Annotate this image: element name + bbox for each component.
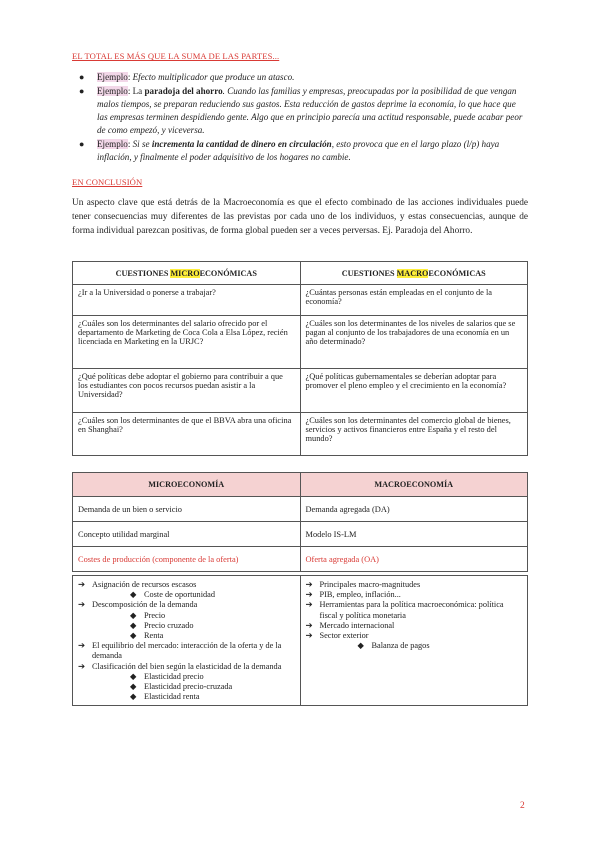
list-item-text: El equilibrio del mercado: interacción de la oferta y de la demanda xyxy=(92,641,282,661)
diamond-bullet-icon: ◆ xyxy=(130,610,137,620)
example-text: . Cuando las familias y empresas, preocupadas por la posibilidad de que vengan malos tiempos, se preparan reduciendo sus gastos. Esta reducción de gastos deprime la economía, lo que hace que las empresas terminen despidiendo gente. Algo que en principio parecía una actitud responsable, puede acabar peor de como empezó, y viceversa. xyxy=(97,86,523,135)
section-heading-total: EL TOTAL ES MÁS QUE LA SUMA DE LAS PARTES... xyxy=(72,51,280,61)
list-item-text: Balanza de pagos xyxy=(371,641,430,651)
table-header-microeconomia: MICROECONOMÍA xyxy=(73,473,301,497)
table-row xyxy=(73,285,528,316)
table-cell: Demanda agregada (DA) xyxy=(300,497,528,522)
list-item xyxy=(306,631,523,641)
example-tag: Ejemplo xyxy=(97,72,128,82)
list-item: ● Ejemplo: Efecto multiplicador que produce un atasco. xyxy=(79,72,295,82)
list-item xyxy=(78,631,295,641)
list-item xyxy=(306,580,523,590)
list-item-text: Elasticidad renta xyxy=(144,692,200,702)
example-bold: paradoja del ahorro xyxy=(144,86,223,96)
table-row xyxy=(73,497,528,522)
list-item-text: Elasticidad precio xyxy=(144,671,204,681)
example-text: , esto provoca que en el largo plazo (l/p) haya inflación, y finalmente el poder adquisitivo de los hogares no cambie. xyxy=(97,139,500,162)
arrow-icon: ➔ xyxy=(305,620,313,630)
table-cell: ¿Qué políticas gubernamentales se deberían adoptar para promover el pleno empleo y el crecimiento en la economía? xyxy=(300,369,528,413)
arrow-icon: ➔ xyxy=(305,580,313,589)
list-item xyxy=(78,590,295,600)
table-header-micro: CUESTIONES MICROECONÓMICAS xyxy=(73,262,301,285)
macro-topics-list xyxy=(306,580,523,651)
list-item: ● Ejemplo: Si se incrementa la cantidad de dinero en circulación, esto provoca que en el largo plazo (l/p) haya inflación, y finalmente el poder adquisitivo de los hogares no cambie. xyxy=(79,139,500,162)
bullet-icon: ● xyxy=(79,72,85,82)
table-cell: Oferta agregada (OA) xyxy=(300,547,528,572)
list-item-text: Mercado internacional xyxy=(319,620,395,630)
list-item-text: Descomposición de la demanda xyxy=(92,600,198,610)
arrow-icon: ➔ xyxy=(78,600,85,610)
table-cell: ¿Cuáles son los determinantes de los niveles de salarios que se pagan al conjunto de los trabajadores de una economía en un año determinado? xyxy=(300,316,528,369)
example-bold: incrementa la cantidad de dinero en circulación xyxy=(151,139,332,149)
list-item-text: Sector exterior xyxy=(319,631,369,641)
diamond-bullet-icon: ◆ xyxy=(130,671,137,681)
arrow-icon: ➔ xyxy=(78,580,85,589)
table-cell: ¿Qué políticas debe adoptar el gobierno para contribuir a que los estudiantes con pocos recursos puedan asistir a la Universidad? xyxy=(73,369,301,413)
list-item xyxy=(78,662,295,672)
list-item xyxy=(78,672,295,682)
example-text: Efecto multiplicador que produce un atasco. xyxy=(132,72,295,82)
examples-list xyxy=(79,71,526,165)
table-row xyxy=(73,522,528,547)
list-item-text: Renta xyxy=(144,631,164,641)
table-row xyxy=(73,316,528,369)
table-header-macro: CUESTIONES MACROECONÓMICAS xyxy=(300,262,528,285)
list-item xyxy=(78,580,295,590)
page-number: 2 xyxy=(520,801,525,811)
arrow-icon: ➔ xyxy=(305,600,313,610)
table-header-macroeconomia: MACROECONOMÍA xyxy=(300,473,528,497)
table-cell: ¿Cuáles son los determinantes del salario ofrecido por el departamento de Marketing de Coca Cola a Elsa López, recién licenciada en Marketing en la URJC? xyxy=(73,316,301,369)
example-tag: Ejemplo xyxy=(97,139,128,149)
questions-table xyxy=(72,261,528,456)
list-item-text: PIB, empleo, inflación... xyxy=(319,590,401,600)
conclusion-paragraph: Un aspecto clave que está detrás de la Macroeconomía es que el efecto combinado de las acciones individuales puede tener consecuencias muy diferentes de las previstas por cada uno de los individuos, y estas consecuencias, aunque de forma individual parezcan positivas, de forma global pueden ser a veces perversas. Ej. Paradoja del Ahorro. xyxy=(72,198,528,236)
list-item-text: Precio cruzado xyxy=(144,620,194,630)
diamond-bullet-icon: ◆ xyxy=(130,590,137,600)
table-row xyxy=(73,413,528,456)
micro-topics-cell xyxy=(73,576,301,706)
diamond-bullet-icon: ◆ xyxy=(130,631,137,641)
table-cell: ¿Cuáles son los determinantes de que el BBVA abra una oficina en Shanghai? xyxy=(73,413,301,456)
bullet-icon: ● xyxy=(79,86,85,96)
arrow-icon: ➔ xyxy=(305,590,313,600)
example-tag: Ejemplo xyxy=(97,86,128,96)
section-heading-conclusion: EN CONCLUSIÓN xyxy=(72,177,143,187)
arrow-icon: ➔ xyxy=(78,661,85,671)
list-item-text: Asignación de recursos escasos xyxy=(92,580,197,589)
diamond-bullet-icon: ◆ xyxy=(130,692,137,702)
micro-topics-list xyxy=(78,580,295,702)
diamond-bullet-icon: ◆ xyxy=(357,641,364,651)
list-item xyxy=(306,641,523,651)
table-cell: Costes de producción (componente de la oferta) xyxy=(73,547,301,572)
topics-table xyxy=(72,575,528,706)
list-item xyxy=(78,611,295,621)
list-item xyxy=(306,621,523,631)
table-row xyxy=(73,369,528,413)
list-item-text: Coste de oportunidad xyxy=(144,590,215,600)
list-item-text: Clasificación del bien según la elasticidad de la demanda xyxy=(92,661,282,671)
table-cell: ¿Cuáles son los determinantes del comercio global de bienes, servicios y activos financieros entre España y el resto del mundo? xyxy=(300,413,528,456)
table-cell: Concepto utilidad marginal xyxy=(73,522,301,547)
list-item: ● Ejemplo: La paradoja del ahorro. Cuando las familias y empresas, preocupadas por la posibilidad de que vengan malos tiempos, se preparan reduciendo sus gastos. Esta reducción de gastos deprime la economía, lo que hace que las empresas terminen despidiendo gente. Algo que en principio parecía una actitud responsable, puede acabar peor de como empezó, y viceversa. xyxy=(79,86,523,135)
list-item-text: Herramientas para la política macroeconómica: política fiscal y política monetaria xyxy=(319,600,504,620)
list-item xyxy=(78,682,295,692)
concepts-table xyxy=(72,472,528,572)
table-row xyxy=(73,547,528,572)
list-item-text: Precio xyxy=(144,610,166,620)
list-item xyxy=(78,641,295,661)
list-item xyxy=(78,692,295,702)
table-cell: Demanda de un bien o servicio xyxy=(73,497,301,522)
diamond-bullet-icon: ◆ xyxy=(130,620,137,630)
table-cell: ¿Cuántas personas están empleadas en el conjunto de la economía? xyxy=(300,285,528,316)
diamond-bullet-icon: ◆ xyxy=(130,682,137,692)
arrow-icon: ➔ xyxy=(305,631,313,641)
list-item xyxy=(78,621,295,631)
macro-topics-cell xyxy=(300,576,528,706)
list-item-text: Elasticidad precio-cruzada xyxy=(144,682,233,692)
arrow-icon: ➔ xyxy=(78,641,85,651)
table-cell: Modelo IS-LM xyxy=(300,522,528,547)
list-item xyxy=(306,600,523,620)
table-cell: ¿Ir a la Universidad o ponerse a trabajar? xyxy=(73,285,301,316)
list-item xyxy=(78,600,295,610)
list-item-text: Principales macro-magnitudes xyxy=(319,580,421,589)
list-item xyxy=(306,590,523,600)
bullet-icon: ● xyxy=(79,139,85,149)
